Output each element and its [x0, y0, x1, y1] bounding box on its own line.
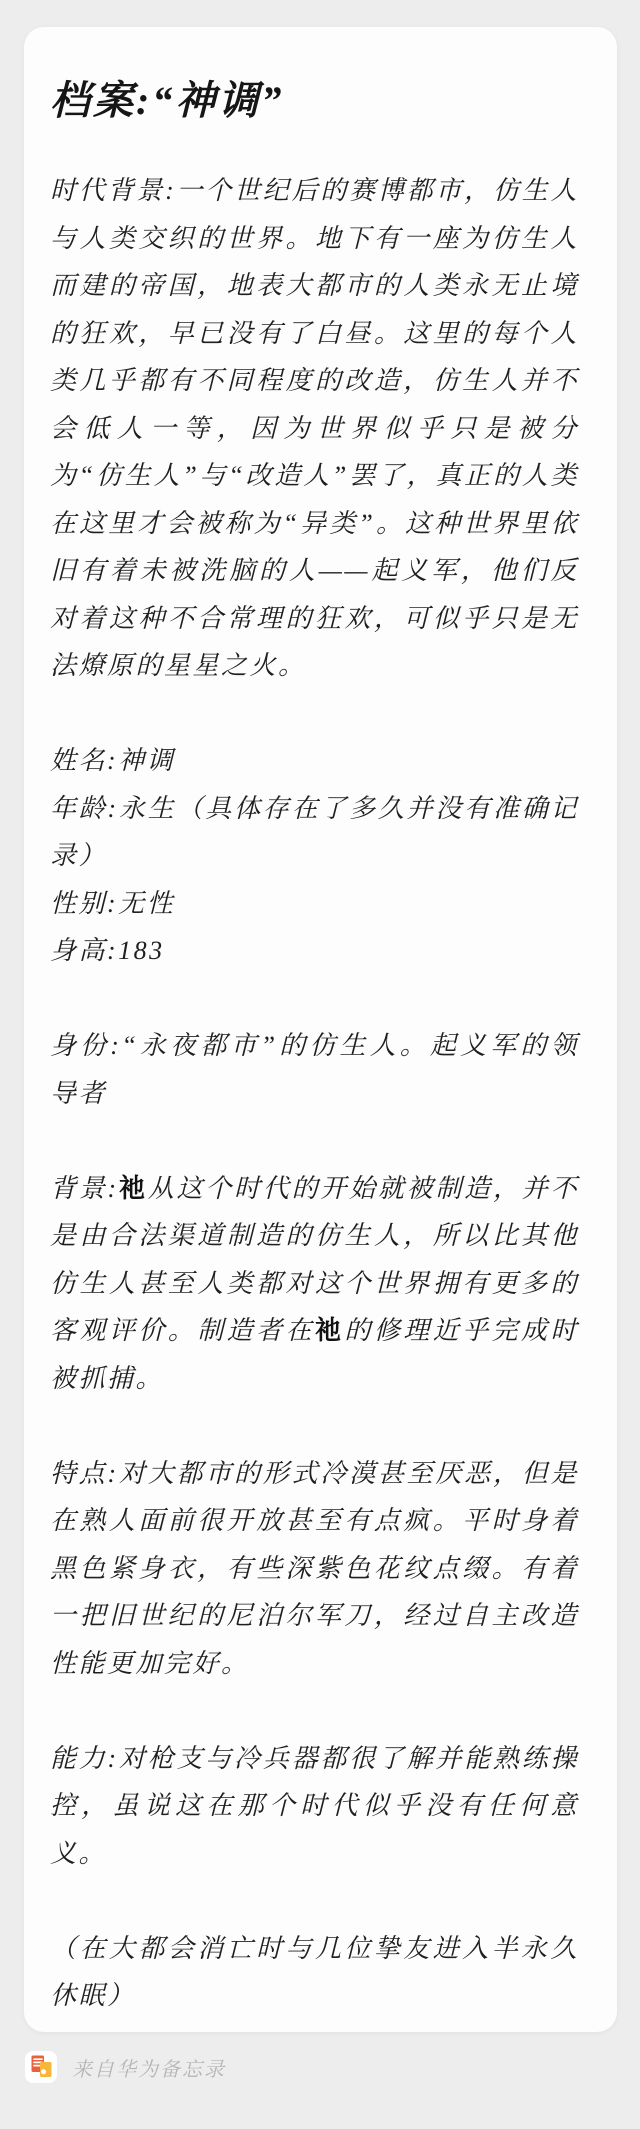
field-age: 年龄:永生（具体存在了多久并没有准确记录） [50, 793, 579, 870]
paragraph-era-background: 时代背景:一个世纪后的赛博都市，仿生人与人类交织的世界。地下有一座为仿生人而建的帝国，地表大都市的人类永无止境的狂欢，早已没有了白昼。这里的每个人类几乎都有不同程度的改造，仿生人并不会低人一等，因为世界似乎只是被分为“仿生人”与“改造人”罢了，真正的人类在这里才会被称为“异类”。这种世界里依旧有着未被洗脑的人——起义军，他们反对着这种不合常理的狂欢，可似乎只是无法燎原的星星之火。 [50, 176, 579, 680]
note-title: 档案:“神调” [50, 78, 285, 123]
profile-fields [50, 737, 579, 975]
field-gender: 性别:无性 [50, 888, 176, 918]
deity-pronoun: 祂 [314, 1315, 345, 1345]
field-name: 姓名:神调 [50, 746, 176, 775]
attribution-label: 来自华为备忘录 [72, 2058, 226, 2081]
paragraph-background [50, 1165, 579, 1403]
huawei-notes-icon [25, 2051, 57, 2083]
background-end: 的修理近乎完成时被抓捕。 [50, 1316, 579, 1393]
paragraph-identity: 身份:“永夜都市”的仿生人。起义军的领导者 [50, 1031, 579, 1108]
attribution-footer [25, 2051, 226, 2083]
deity-pronoun: 祂 [118, 1172, 148, 1203]
paragraph-hibernation-note: （在大都会消亡时与几位挚友进入半永久休眠） [50, 1933, 579, 2010]
field-height: 身高:183 [50, 936, 165, 965]
paragraph-ability: 能力:对枪支与冷兵器都很了解并能熟练操控，虽说这在那个时代似乎没有任何意义。 [50, 1743, 579, 1868]
paragraph-traits: 特点:对大都市的形式冷漠甚至厌恶，但是在熟人面前很开放甚至有点疯。平时身着黑色紧身衣，有些深紫色花纹点缀。有着一把旧世纪的尼泊尔军刀，经过自主改造性能更加完好。 [50, 1458, 579, 1678]
background-middle: 从这个时代的开始就被制造，并不是由合法渠道制造的仿生人，所以比其他仿生人甚至人类都对这个世界拥有更多的客观评价。制造者在 [50, 1173, 579, 1345]
note-card [24, 27, 617, 2032]
background-label: 背景: [50, 1173, 119, 1203]
